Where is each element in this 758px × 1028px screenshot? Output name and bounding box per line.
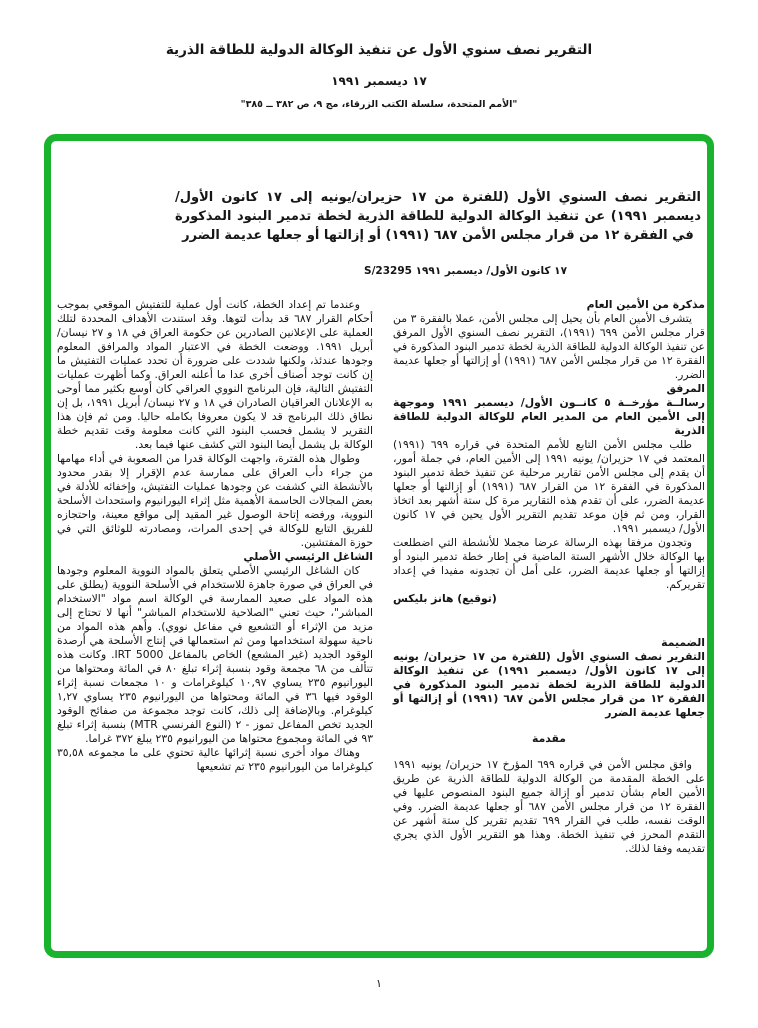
enclosure-heading: الضميمة	[661, 636, 705, 649]
document-title: التقرير نصف السنوي الأول (للفترة من ١٧ حزيران/يونيه إلى ١٧ كانون الأول/ ديسمبر ١٩٩١) عن تنفيذ الوكالة الدولية للطاقة الذرية لخطة تدمير البنود المذكورة في الفقرة ١٢ من قرار مجلس الأمن ٦٨٧ (١٩٩١) أو إزالتها أو جعلها عديمة الضرر	[175, 190, 702, 243]
letter-paragraph: وتجدون مرفقا بهذه الرسالة عرضا مجملا للأنشطة التي اضطلعت بها الوكالة خلال الأشهر الستة الماضية في إطار خطة تدمير البنود أو إزالتها أو جعلها عديمة الضرر، على أمل أن تجدونه مفيدا في إعداد تقريركم.	[393, 536, 705, 591]
note-heading: مذكرة من الأمين العام	[586, 298, 705, 311]
document-symbol: S/23295	[364, 265, 412, 277]
header-date: ١٧ ديسمبر ١٩٩١	[331, 74, 427, 88]
document-date: ١٧ كانون الأول/ ديسمبر ١٩٩١	[415, 265, 567, 277]
header-source-citation: "الأمم المتحدة، سلسلة الكتب الزرقاء، مج ٩، ص ٣٨٢ ــ ٣٨٥"	[240, 99, 518, 110]
column-left	[57, 298, 373, 774]
annex-heading: المرفق	[666, 382, 705, 395]
concern-heading: الشاغل الرئيسي الأصلي	[243, 550, 373, 563]
document-frame	[44, 134, 714, 958]
header-title: التقرير نصف سنوي الأول عن تنفيذ الوكالة الدولية للطاقة الذرية	[165, 42, 593, 58]
column-right	[393, 298, 705, 856]
letter-paragraph: طلب مجلس الأمن التابع للأمم المتحدة في قراره ٦٩٩ (١٩٩١) المعتمد في ١٧ حزيران/ يونيه ١٩٩١ إلى الأمين العام، في جملة أمور، أن يقدم إلى مجلس الأمن تقارير مرحلية عن تنفيذ خطة تدمير البنود المذكورة في الفقرة ١٢ من القرار ٦٨٧ (١٩٩١) أو إزالتها أو جعلها عديمة الضرر، على أن تقدم هذه التقارير مرة كل ستة أشهر بعد اتخاذ القرار، ومن ثم فإن موعد تقديم التقرير الأول يحين في ١٧ كانون الأول/ ديسمبر ١٩٩١.	[393, 438, 705, 535]
body-paragraph: وعندما تم إعداد الخطة، كانت أول عملية للتفتيش الموقعي بموجب أحكام القرار ٦٨٧ قد بدأت لتوها. وقد استندت الأهداف المحددة لتلك العملية على الإعلانين الصادرين عن حكومة العراق في ١٨ و ٢٧ نيسان/ أبريل ١٩٩١. ووضعت الخطة في الاعتبار المواد والمرافق المعلوم وجودها عندئذ، ولكنها شددت على ضرورة أن تحدد عمليات التفتيش ما إن كانت توجد أصناف أخرى عدا ما أعلنه العراق. وكما أظهرت عمليات التفتيش التالية، فإن البرنامج النووي العراقي كان أوسع بكثير مما أوحى به الإعلانان العراقيان الصادران في ١٨ و ٢٧ نيسان/ أبريل ١٩٩١، بل إن نطاق ذلك البرنامج قد لا يكون معروفا بكامله حاليا. ومن ثم فإن هذا التقرير لا يشمل فحسب البنود التي كانت معلومة وقت تقديم خطة الوكالة بل يشمل أيضا البنود التي كشف عنها فيما بعد.	[57, 298, 373, 451]
introduction-heading: مقدمة	[532, 732, 566, 745]
document-symbol-line	[364, 265, 567, 277]
signature-line: (توقيع) هانز بليكس	[393, 592, 497, 605]
body-paragraph: وطوال هذه الفترة، واجهت الوكالة قدرا من الصعوبة في أداء مهامها من جراء دأب العراق على ممارسة عدم الإقرار إلا بقدر محدود بالأنشطة التي كشفت عن وجودها عمليات التفتيش، وإخفائه للأدلة في بعض المجالات الحاسمة الأهمية مثل إثراء اليورانيوم واستحداث الأسلحة النووية، ورفضه إتاحة الوصول غير المقيد إلى مواقع معينة، واحتجازه للفريق التابع للوكالة في إحدى المرات، ومصادرته للوثائق التي في حوزة المفتشين.	[57, 452, 373, 549]
body-paragraph: وهناك مواد أخرى نسبة إثرائها عالية تحتوي على ما مجموعه ٣٥,٥٨ كيلوغراما من اليورانيوم ٢٣٥ تم تشعيعها	[57, 746, 373, 773]
letter-subject: رسالــة مؤرخــة ٥ كانــون الأول/ ديسمبر ١٩٩١ وموجهة إلى الأمين العام من المدير العام للوكالة الدولية للطاقة الذرية	[393, 396, 705, 437]
enclosure-title: التقرير نصف السنوي الأول (للفترة من ١٧ حزيران/ يونيه إلى ١٧ كانون الأول/ ديسمبر ١٩٩١) عن تنفيذ الوكالة الدولية للطاقة الذرية لخطة تدمير البنود المذكورة في الفقرة ١٢ من قرار مجلس الأمن ٦٨٧ (١٩٩١) أو إزالتها أو جعلها عديمة الضرر	[393, 650, 706, 719]
page-header	[0, 42, 758, 110]
body-paragraph: كان الشاغل الرئيسي الأصلي يتعلق بالمواد النووية المعلوم وجودها في العراق في صورة جاهزة للاستخدام في الأسلحة النووية (يطلق على هذه المواد على صعيد الممارسة في الوكالة اسم مواد "الاستخدام المباشر"، حيث تعني "الصلاحية للاستخدام المباشر" أنها لا تحتاج إلى مزيد من الإثراء أو التشعيع في مفاعل نووي). وأهم هذه المواد من ناحية سهولة استخدامها ومن ثم استعمالها في إنتاج الأسلحة هي أرصدة الوقود الجديد (غير المشعع) الخاص بالمفاعل IRT 5000. وكانت هذه تتألف من ٦٨ مجمعة وقود بنسبة إثراء تبلغ ٨٠ في المائة ومحتواها من اليورانيوم ٢٣٥ يساوي ١٠,٩٧ كيلوغرامات و ١٠ مجمعات نسبة إثراء الوقود فيها ٣٦ في المائة ومحتواها من اليورانيوم ٢٣٥ يساوي ١,٢٧ كيلوغرام. وبالإضافة إلى ذلك، كانت توجد مجموعة من صفائح الوقود الجديد تخص المفاعل تموز - ٢ (النوع الفرنسي MTR) بنسبة إثراء تبلغ ٩٣ في المائة ومجموع محتواها من اليورانيوم ٢٣٥ يبلغ ٣٧٢ غراما.	[57, 564, 374, 745]
introduction-paragraph: وافق مجلس الأمن في قراره ٦٩٩ المؤرخ ١٧ حزيران/ يونيه ١٩٩١ على الخطة المقدمة من الوكالة الدولية للطاقة الذرية عن طريق الأمين العام بشأن تدمير أو إزالة جميع البنود المنصوص عليها في الفقرة ١٢ من قرار مجلس الأمن ٦٨٧ أو جعلها عديمة الضرر. وفي الوقت نفسه، طلب في القرار ٦٩٩ تقديم تقرير كل ستة أشهر عن التقدم المحرز في تنفيذ الخطة. وهذا هو التقرير الأول الذي يجري تقديمه وفقا لذلك.	[393, 758, 706, 855]
page-number: ١	[376, 977, 382, 990]
note-body: يتشرف الأمين العام بأن يحيل إلى مجلس الأمن، عملا بالفقرة ٣ من قرار مجلس الأمن ٦٩٩ (١٩٩١)، التقرير نصف السنوي الأول المرفق عن تنفيذ الوكالة الدولية للطاقة الذرية لخطة تدمير البنود المذكورة في الفقرة ١٢ من قرار مجلس الأمن ٦٨٧ (١٩٩١) أو إزالتها أو جعلها عديمة الضرر.	[393, 312, 706, 381]
